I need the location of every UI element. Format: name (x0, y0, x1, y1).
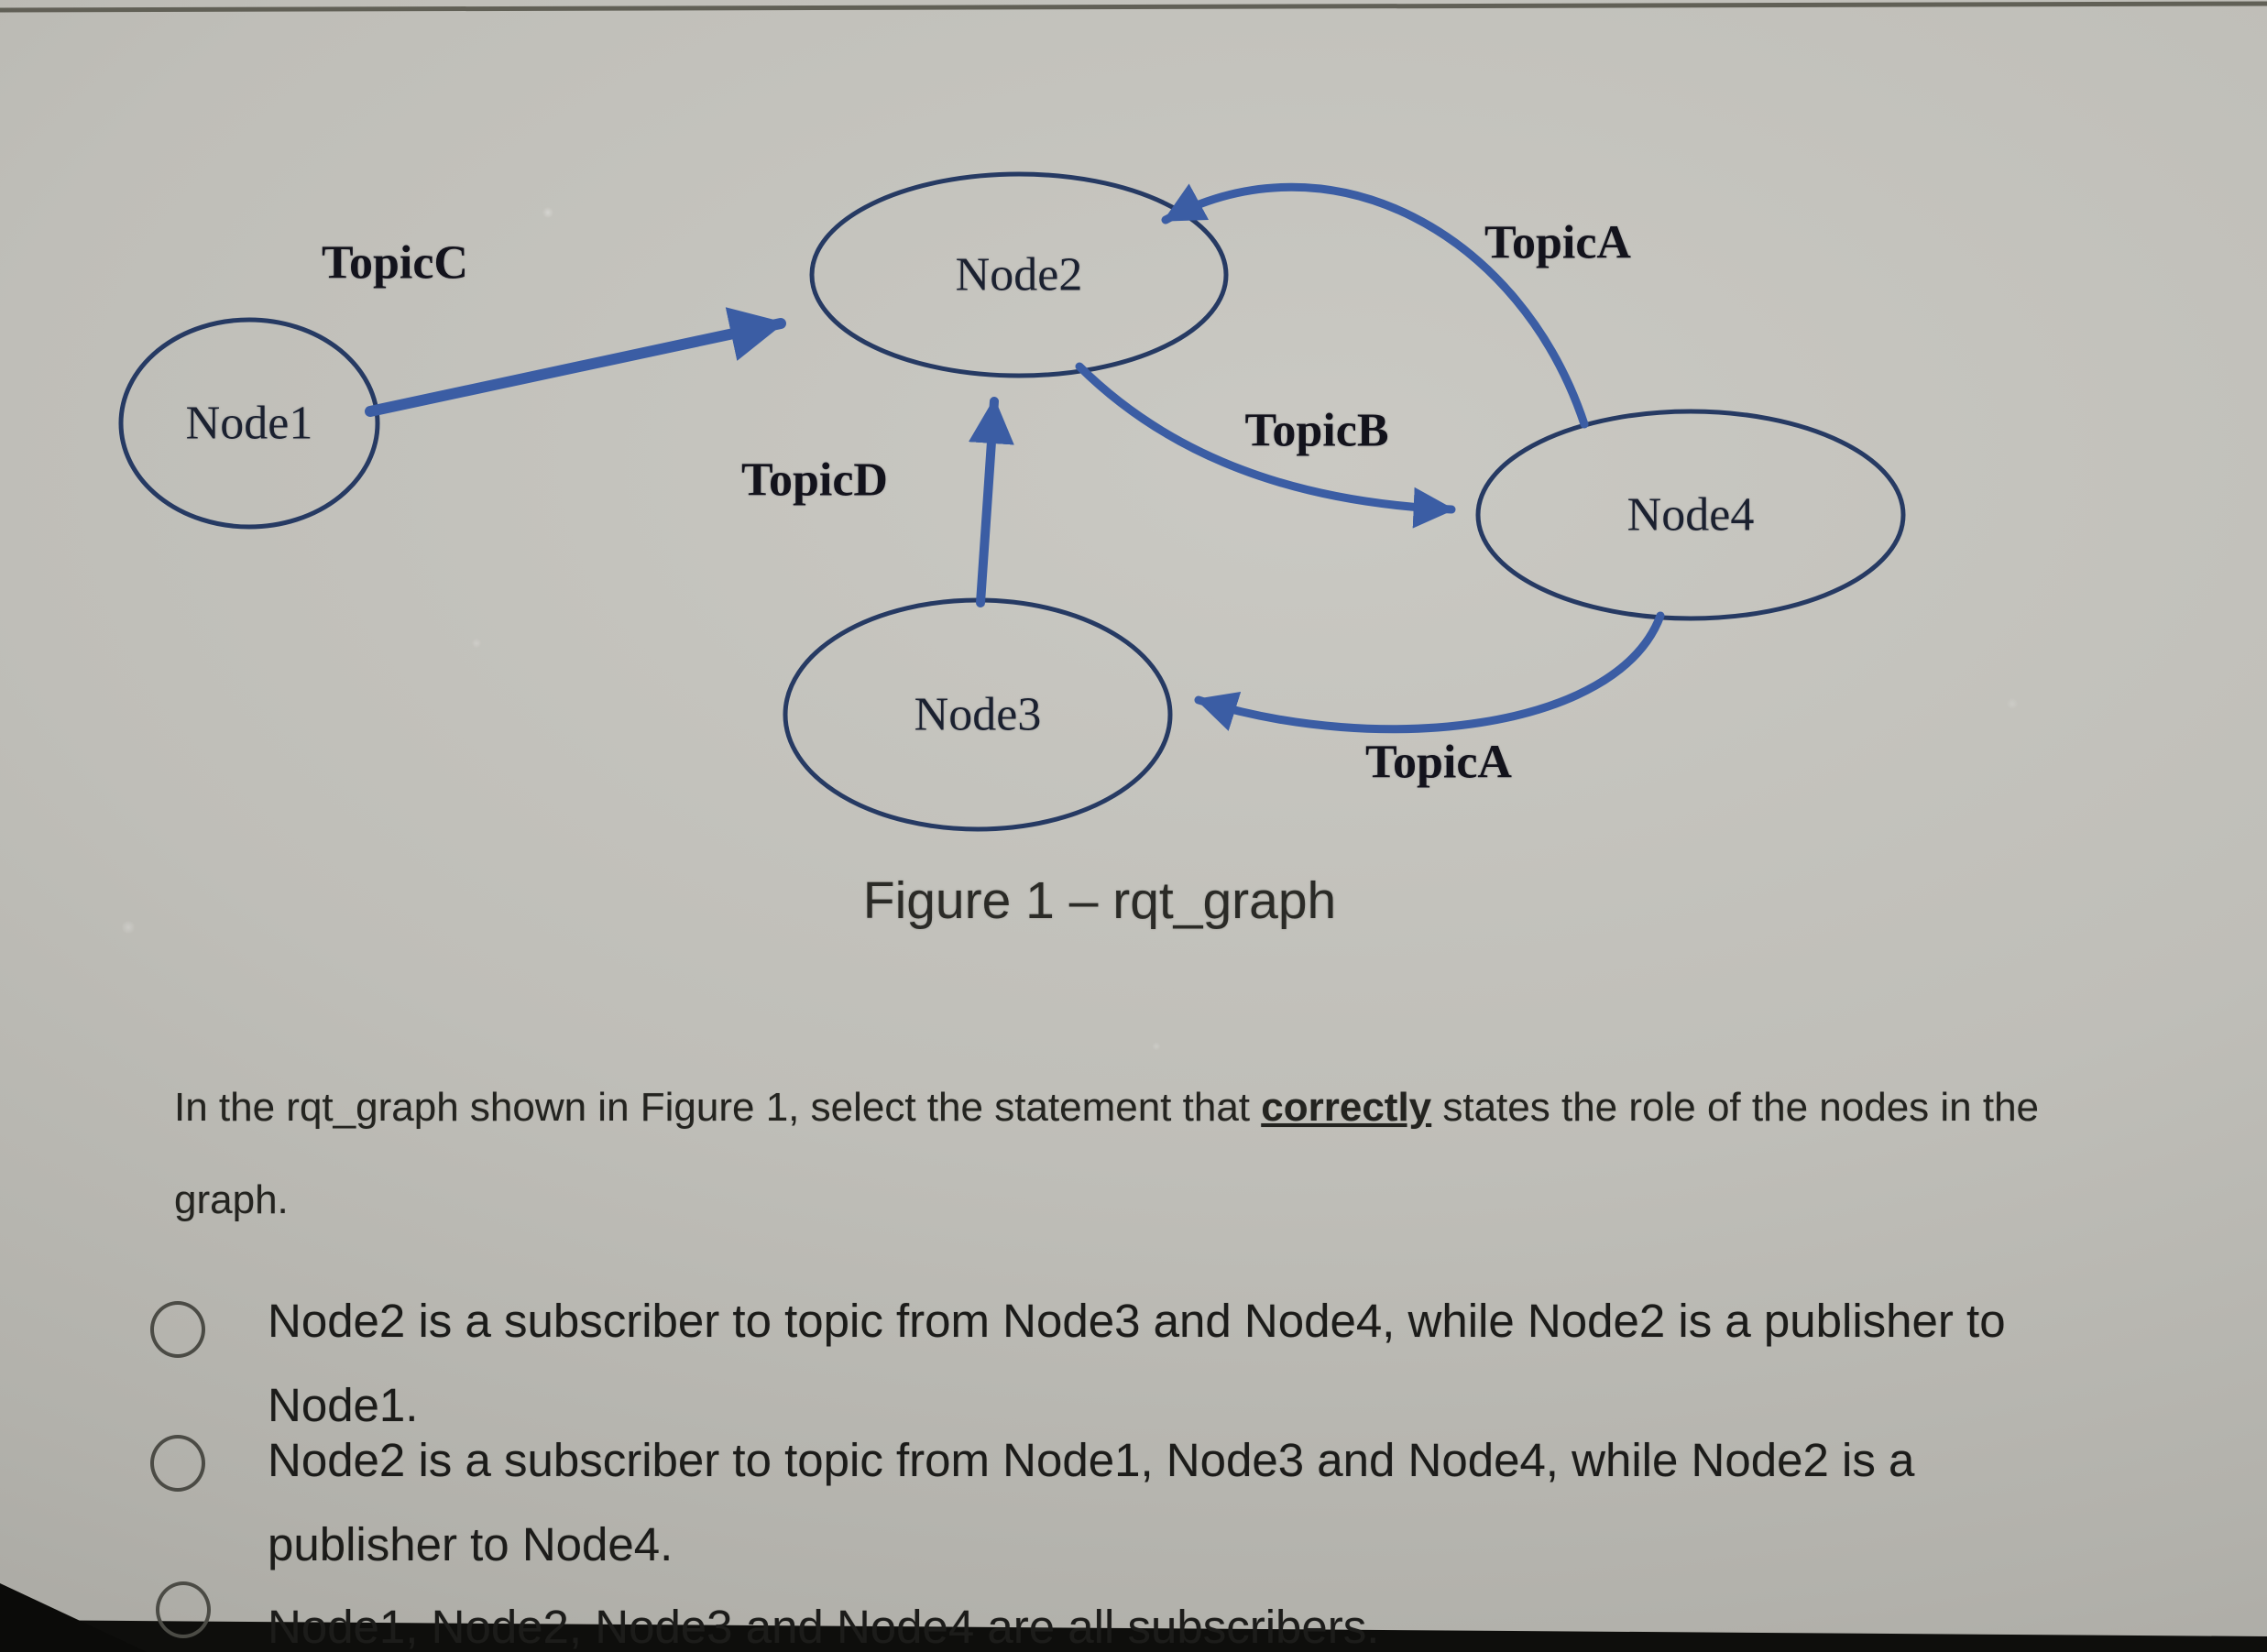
question-text-before: In the rqt_graph shown in Figure 1, select the statement that (174, 1085, 1262, 1130)
option-1-label: Node2 is a subscriber to topic from Node3 and Node4, while Node2 is a publisher to Node1. (268, 1295, 2006, 1431)
node4-label: Node4 (1626, 488, 1755, 542)
node3-label: Node3 (914, 688, 1042, 741)
topica-bottom-arrow-node4-to-node3 (1199, 616, 1660, 729)
radio-option-2[interactable] (150, 1435, 205, 1492)
topicc-arrow-node1-to-node2 (370, 323, 781, 411)
option-3-label: Node1, Node2, Node3 and Node4 are all subscribers. (268, 1601, 1380, 1652)
topicd-label: TopicD (741, 454, 888, 507)
topicd-arrow-node3-to-node2 (980, 401, 994, 603)
question-text (174, 1061, 2126, 1246)
question-emphasis: correctly (1261, 1085, 1432, 1130)
node2-label: Node2 (955, 248, 1083, 301)
question-text-after: states the role of the nodes in the graph. (174, 1085, 2040, 1223)
radio-option-3[interactable] (156, 1581, 211, 1638)
topicb-label: TopicB (1244, 404, 1389, 457)
bottom-left-bezel-wedge (0, 1583, 147, 1652)
figure-caption: Figure 1 – rqt_graph (862, 871, 1337, 930)
topica-bottom-label: TopicA (1365, 736, 1512, 789)
option-2-label: Node2 is a subscriber to topic from Node1, Node3 and Node4, while Node2 is a publisher to Node4. (268, 1434, 1915, 1570)
radio-option-1[interactable] (150, 1301, 205, 1358)
screen-top-edge (0, 4, 2267, 10)
node1-label: Node1 (185, 397, 313, 450)
topica-top-label: TopicA (1484, 216, 1631, 269)
topicc-label: TopicC (322, 236, 468, 290)
